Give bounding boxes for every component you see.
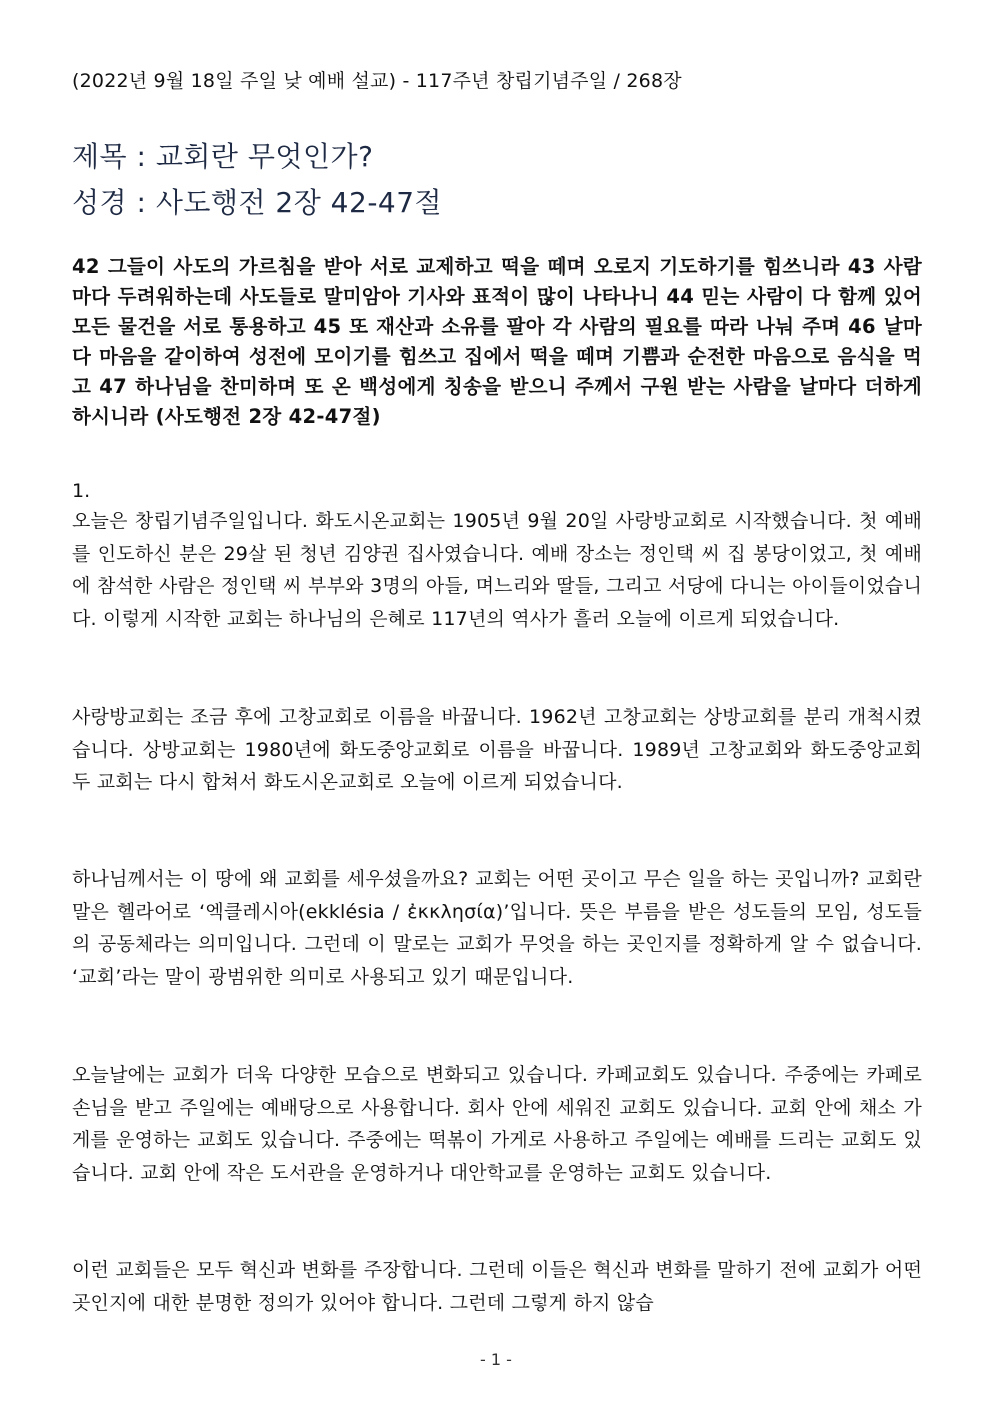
sermon-header: (2022년 9월 18일 주일 낮 예배 설교) - 117주년 창립기념주일 / 268장 bbox=[72, 70, 682, 92]
paragraph: 하나님께서는 이 땅에 왜 교회를 세우셨을까요? 교회는 어떤 곳이고 무슨 일을 하는 곳입니까? 교회란 말은 헬라어로 ‘엑클레시아(ekklésia / ἐκκλησία)’입니다. 뜻은 부름을 받은 성도들의 모임, 성도들의 공동체라는 의미입니다. 그런데 이 말로는 교회가 무엇을 하는 곳인지를 정확하게 알 수 없습니다. ‘교회’라는 말이 광범위한 의미로 사용되고 있기 때문입니다. bbox=[72, 868, 922, 988]
scripture-passage: 42 그들이 사도의 가르침을 받아 서로 교제하고 떡을 떼며 오로지 기도하기를 힘쓰니라 43 사람마다 두려워하는데 사도들로 말미암아 기사와 표적이 많이 나타나니 44 믿는 사람이 다 함께 있어 모든 물건을 서로 통용하고 45 또 재산과 소유를 팔아 각 사람의 필요를 따라 나눠 주며 46 날마다 마음을 같이하여 성전에 모이기를 힘쓰고 집에서 떡을 떼며 기쁨과 순전한 마음으로 음식을 먹고 47 하나님을 찬미하며 또 온 백성에게 칭송을 받으니 주께서 구원 받는 사람을 날마다 더하게 하시니라 (사도행전 2장 42-47절) bbox=[72, 255, 922, 428]
sermon-title: 제목 : 교회란 무엇인가? bbox=[72, 140, 374, 173]
paragraph: 이런 교회들은 모두 혁신과 변화를 주장합니다. 그런데 이들은 혁신과 변화를 말하기 전에 교회가 어떤 곳인지에 대한 분명한 정의가 있어야 합니다. 그런데 그렇게 하지 않습 bbox=[72, 1259, 922, 1314]
paragraph: 오늘은 창립기념주일입니다. 화도시온교회는 1905년 9월 20일 사랑방교회로 시작했습니다. 첫 예배를 인도하신 분은 29살 된 청년 김양권 집사였습니다. 예배 장소는 정인택 씨 집 봉당이었고, 첫 예배에 참석한 사람은 정인택 씨 부부와 3명의 아들, 며느리와 딸들, 그리고 서당에 다니는 아이들이었습니다. 이렇게 시작한 교회는 하나님의 은혜로 117년의 역사가 흘러 오늘에 이르게 되었습니다. bbox=[72, 510, 922, 630]
section-number: 1. bbox=[72, 480, 91, 502]
scripture-reference: 성경 : 사도행전 2장 42-47절 bbox=[72, 186, 443, 219]
paragraph: 사랑방교회는 조금 후에 고창교회로 이름을 바꿉니다. 1962년 고창교회는 상방교회를 분리 개척시켰습니다. 상방교회는 1980년에 화도중앙교회로 이름을 바꿉니다. 1989년 고창교회와 화도중앙교회 두 교회는 다시 합쳐서 화도시온교회로 오늘에 이르게 되었습니다. bbox=[72, 706, 922, 793]
page-number: - 1 - bbox=[480, 1350, 512, 1369]
title-block bbox=[72, 134, 442, 226]
paragraph: 오늘날에는 교회가 더욱 다양한 모습으로 변화되고 있습니다. 카페교회도 있습니다. 주중에는 카페로 손님을 받고 주일에는 예배당으로 사용합니다. 회사 안에 세워진 교회도 있습니다. 교회 안에 채소 가게를 운영하는 교회도 있습니다. 주중에는 떡볶이 가게로 사용하고 주일에는 예배를 드리는 교회도 있습니다. 교회 안에 작은 도서관을 운영하거나 대안학교를 운영하는 교회도 있습니다. bbox=[72, 1064, 922, 1184]
